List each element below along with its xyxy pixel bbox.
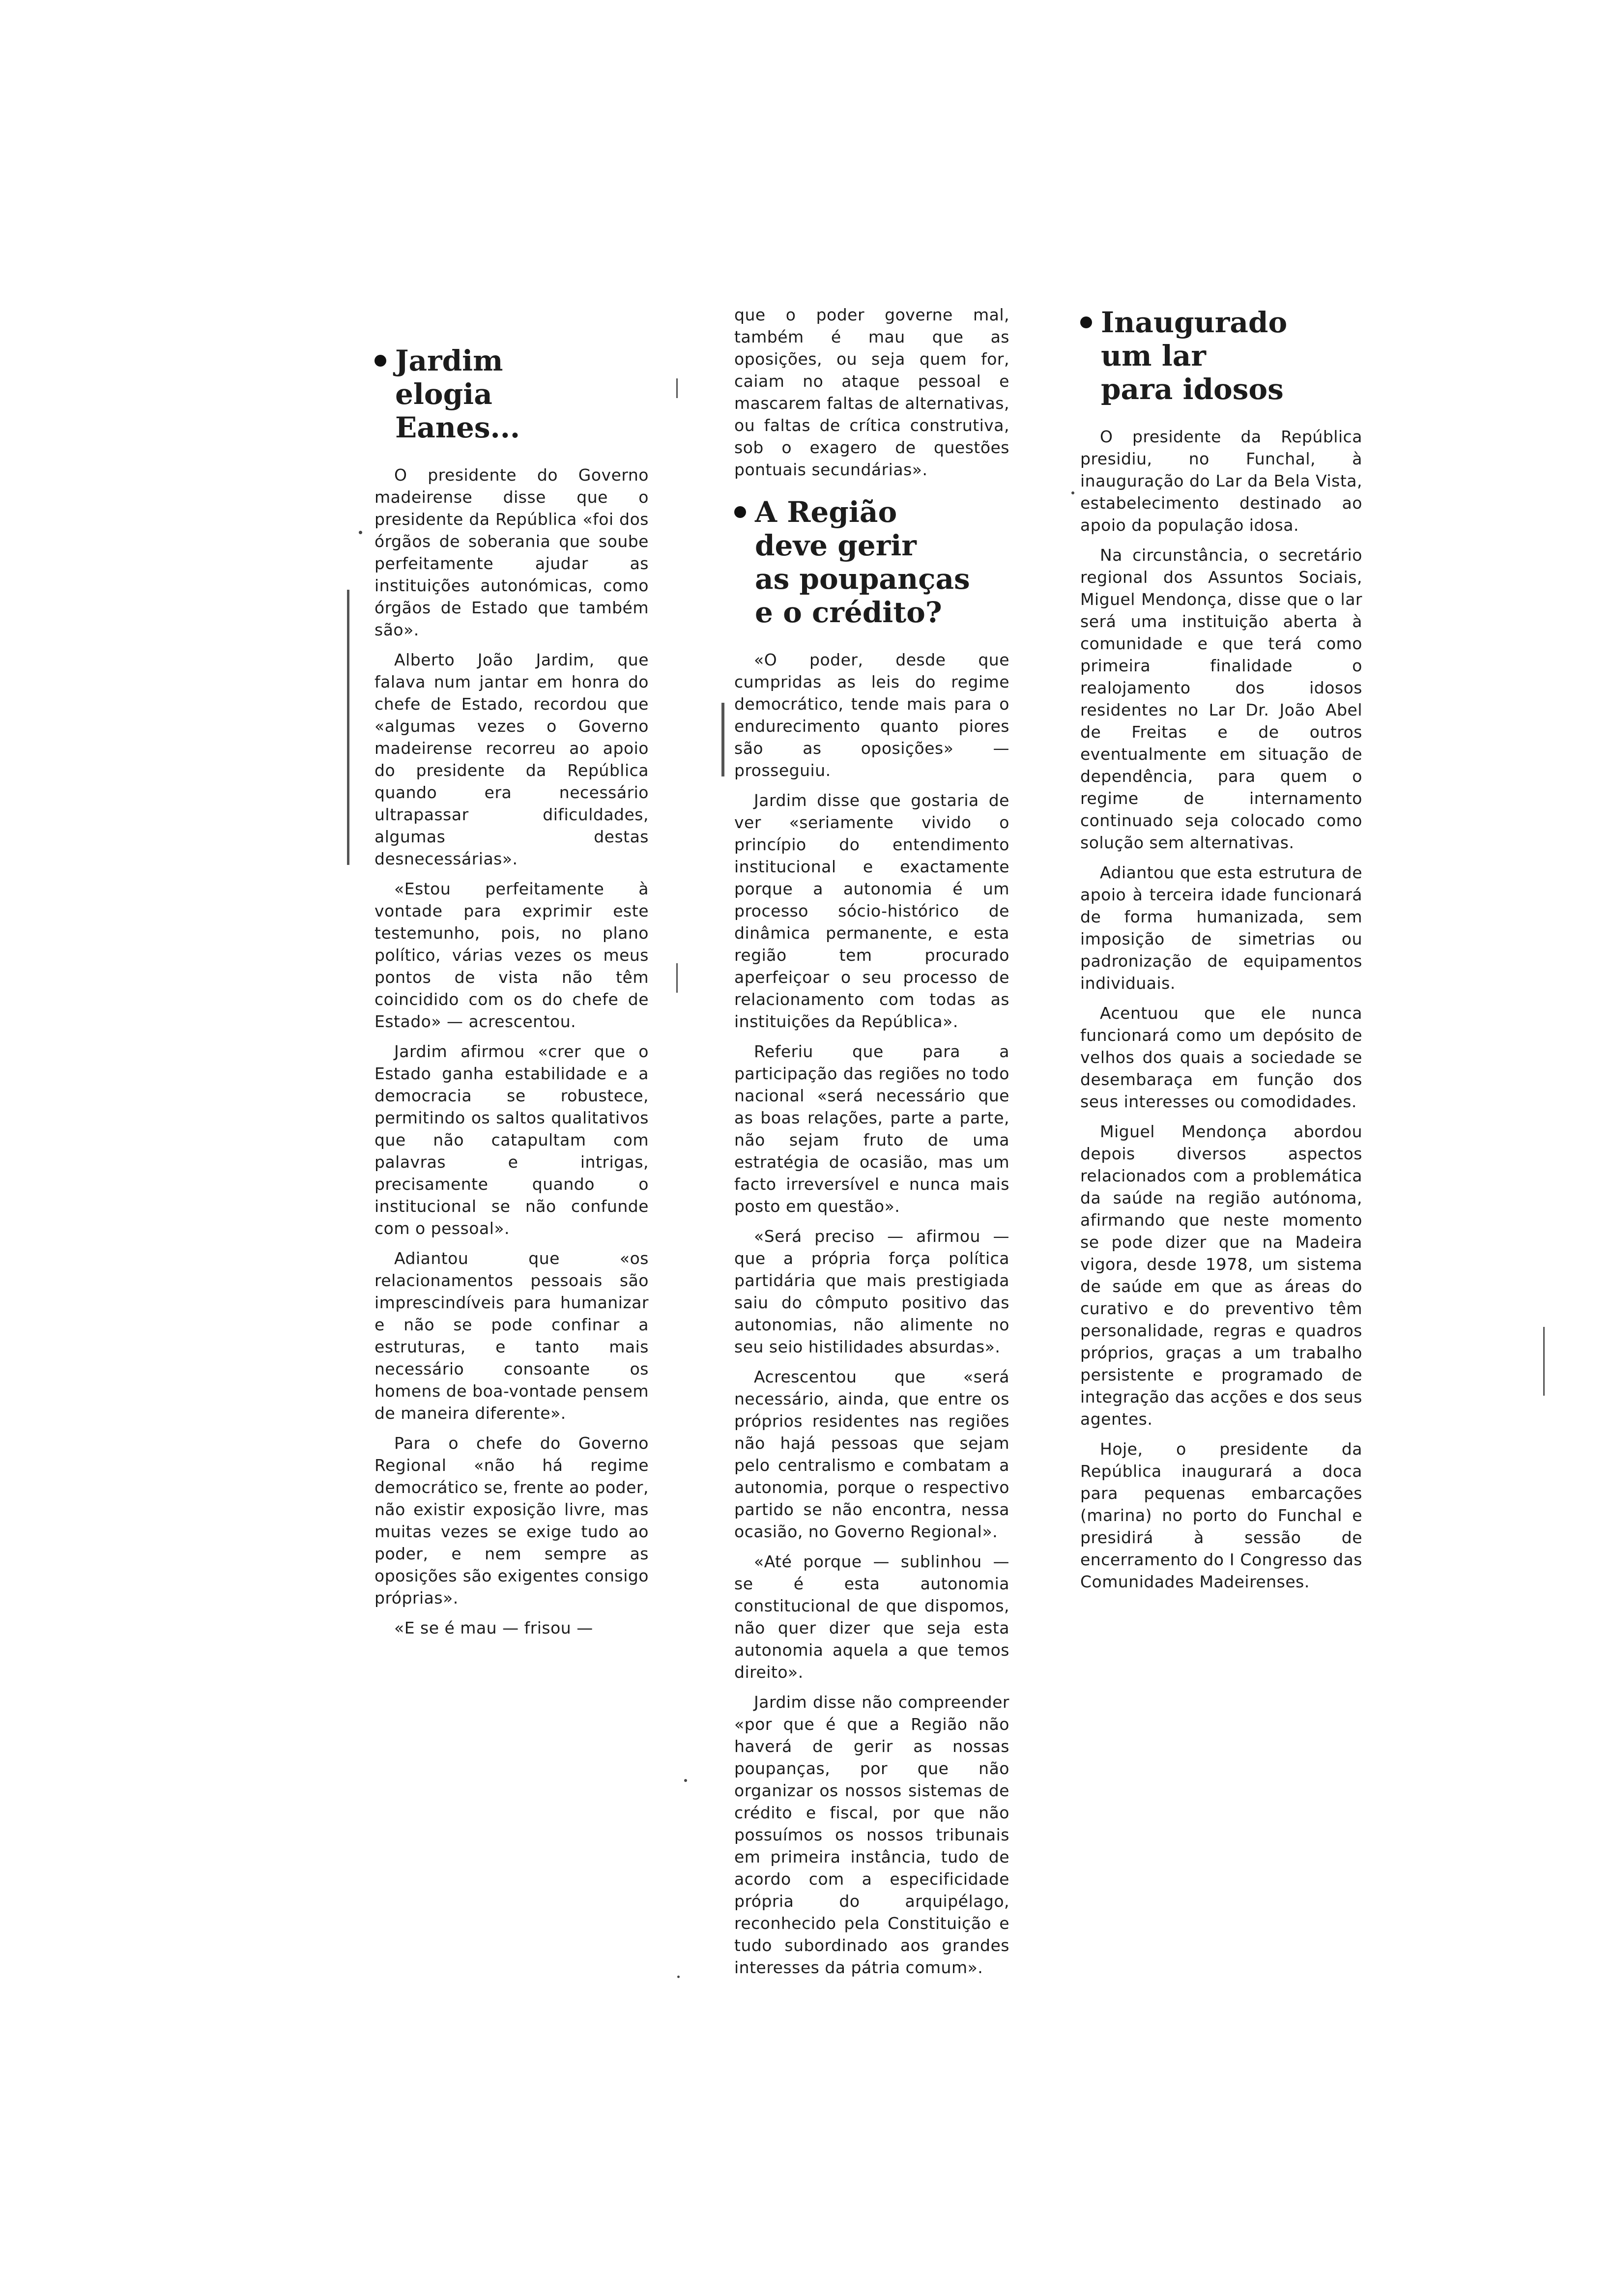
paragraph: Miguel Mendonça abordou depois diversos aspectos relacionados com a problemática da saúde na região autónoma, afirmando que neste momento se pode dizer que na Madeira vigora, desde 1978, um sistema de saúde em que as áreas do curativo e do preventivo têm personalidade, regras e quadros próprios, graças a um trabalho persistente e programado de integração das acções e dos seus agentes.	[1080, 1122, 1362, 1429]
paragraph: Para o chefe do Governo Regional «não há regime democrático se, frente ao poder, não existir exposição livre, mas muitas vezes se exige tudo ao poder, e nem sempre as oposições são exigentes consigo próprias».	[374, 1434, 649, 1607]
scan-edge-line	[1543, 1327, 1545, 1396]
paragraph: Acrescentou que «será necessário, ainda, que entre os próprios residentes nas regiões não hajá pessoas que sejam pelo centralismo e combatam a autonomia, porque o respectivo partido se não encontra, nessa ocasião, no Governo Regional».	[734, 1367, 1009, 1541]
article-jardim-elogia-eanes	[374, 344, 649, 1647]
scan-edge-line	[676, 378, 678, 398]
bullet-icon	[734, 506, 746, 518]
paragraph: Hoje, o presidente da República inaugurará a doca para pequenas embarcações (marina) no porto do Funchal e presidirá à sessão de encerramento do I Congresso das Comunidades Madeirenses.	[1080, 1439, 1362, 1591]
article-regiao-deve-gerir	[734, 304, 1009, 1986]
paragraph: Jardim afirmou «crer que o Estado ganha estabilidade e a democracia se robustece, permitindo os saltos qualitativos que não catapultam com palavras e intrigas, precisamente quando o institucional se não confunde com o pessoal».	[374, 1042, 649, 1238]
headline-line: e o crédito?	[755, 596, 942, 629]
headline-line: as poupanças	[755, 562, 970, 596]
paragraph: Jardim disse não compreender «por que é que a Região não haverá de gerir as nossas poupanças, por que não organizar os nossos sistemas de crédito e fiscal, por que não possuímos os nossos tribunais em primeira instância, tudo de acordo com a especificidade própria do arquipélago, reconhecido pela Constituição e tudo subordinado aos grandes interesses da pátria comum».	[734, 1693, 1009, 1977]
paragraph: «Será preciso — afirmou — que a própria força política partidária que mais prestigiada saiu do cômputo positivo das autonomias, não alimente no seu seio histilidades absurdas».	[734, 1227, 1009, 1356]
paragraph: O presidente da República presidiu, no Funchal, à inauguração do Lar da Bela Vista, estabelecimento destinado ao apoio da população idosa.	[1080, 427, 1362, 535]
paragraph: Na circunstância, o secretário regional dos Assuntos Sociais, Miguel Mendonça, disse que o lar será uma instituição aberta à comunidade e que terá como primeira finalidade o realojamento dos idosos residentes no Lar Dr. João Abel de Freitas e de outros eventualmente em situação de dependência, para quem o regime de internamento continuado seja colocado como solução sem alternativas.	[1080, 545, 1362, 852]
scan-speck	[359, 531, 362, 534]
scan-speck	[677, 1976, 680, 1978]
headline-line: Inaugurado	[1101, 306, 1288, 339]
headline	[374, 344, 649, 444]
continued-paragraph: que o poder governe mal, também é mau que as oposições, ou seja quem for, caiam no ataque pessoal e mascarem faltas de alternativas, ou faltas de crítica construtiva, sob o exagero de questões pontuais secundárias».	[734, 305, 1009, 479]
headline-line: Eanes...	[395, 411, 520, 444]
paragraph: «Até porque — sublinhou — se é esta autonomia constitucional de que dispomos, não quer dizer que seja esta autonomia aquela a que temos direito».	[734, 1552, 1009, 1682]
headline	[734, 495, 1009, 629]
headline-line: Jardim	[395, 344, 503, 377]
headline-line: elogia	[395, 377, 492, 411]
paragraph: Adiantou que esta estrutura de apoio à terceira idade funcionará de forma humanizada, sem imposição de simetrias ou padronização de equipamentos individuais.	[1080, 863, 1362, 993]
paragraph: Referiu que para a participação das regiões no todo nacional «será necessário que as boas relações, parte a parte, não sejam fruto de uma estratégia de ocasião, mas um facto irreversível e nunca mais posto em questão».	[734, 1042, 1009, 1216]
headline-line: A Região	[755, 495, 897, 529]
headline-line: um lar	[1101, 339, 1206, 373]
scan-edge-line	[676, 963, 678, 993]
scan-speck	[1071, 491, 1074, 494]
paragraph: O presidente do Governo madeirense disse que o presidente da República «foi dos órgãos de soberania que soube perfeitamente ajudar as instituições autonómicas, como órgãos de Estado que também são».	[374, 465, 649, 639]
paragraph: «O poder, desde que cumpridas as leis do regime democrático, tende mais para o endurecimento quanto piores são as oposições» — prosseguiu.	[734, 650, 1009, 780]
scan-edge-line	[347, 590, 349, 865]
article-inaugurado-lar-idosos	[1080, 306, 1362, 1601]
paragraph: Alberto João Jardim, que falava num jantar em honra do chefe de Estado, recordou que «algumas vezes o Governo madeirense recorreu ao apoio do presidente da República quando era necessário ultrapassar dificuldades, algumas destas desnecessárias».	[374, 650, 649, 868]
headline-line: deve gerir	[755, 529, 917, 562]
paragraph: Jardim disse que gostaria de ver «seriamente vivido o princípio do entendimento institucional e exactamente porque a autonomia é um processo sócio-histórico de dinâmica permanente, e esta região tem procurado aperfeiçoar o seu processo de relacionamento com todas as instituições da República».	[734, 791, 1009, 1031]
scan-speck	[684, 1779, 687, 1782]
paragraph: Adiantou que «os relacionamentos pessoais são imprescindíveis para humanizar e não se pode confinar a estruturas, e tanto mais necessário consoante os homens de boa-vontade pensem de maneira diferente».	[374, 1249, 649, 1423]
bullet-icon	[374, 355, 386, 367]
scan-edge-line	[721, 703, 724, 776]
headline	[1080, 306, 1362, 406]
bullet-icon	[1080, 316, 1092, 328]
paragraph: «E se é mau — frisou —	[394, 1618, 593, 1637]
paragraph: Acentuou que ele nunca funcionará como um depósito de velhos dos quais a sociedade se desembaraça em função dos seus interesses ou comodidades.	[1080, 1004, 1362, 1111]
headline-line: para idosos	[1101, 373, 1284, 406]
paragraph: «Estou perfeitamente à vontade para exprimir este testemunho, pois, no plano político, várias vezes os meus pontos de vista não têm coincidido com os do chefe de Estado» — acrescentou.	[374, 879, 649, 1031]
